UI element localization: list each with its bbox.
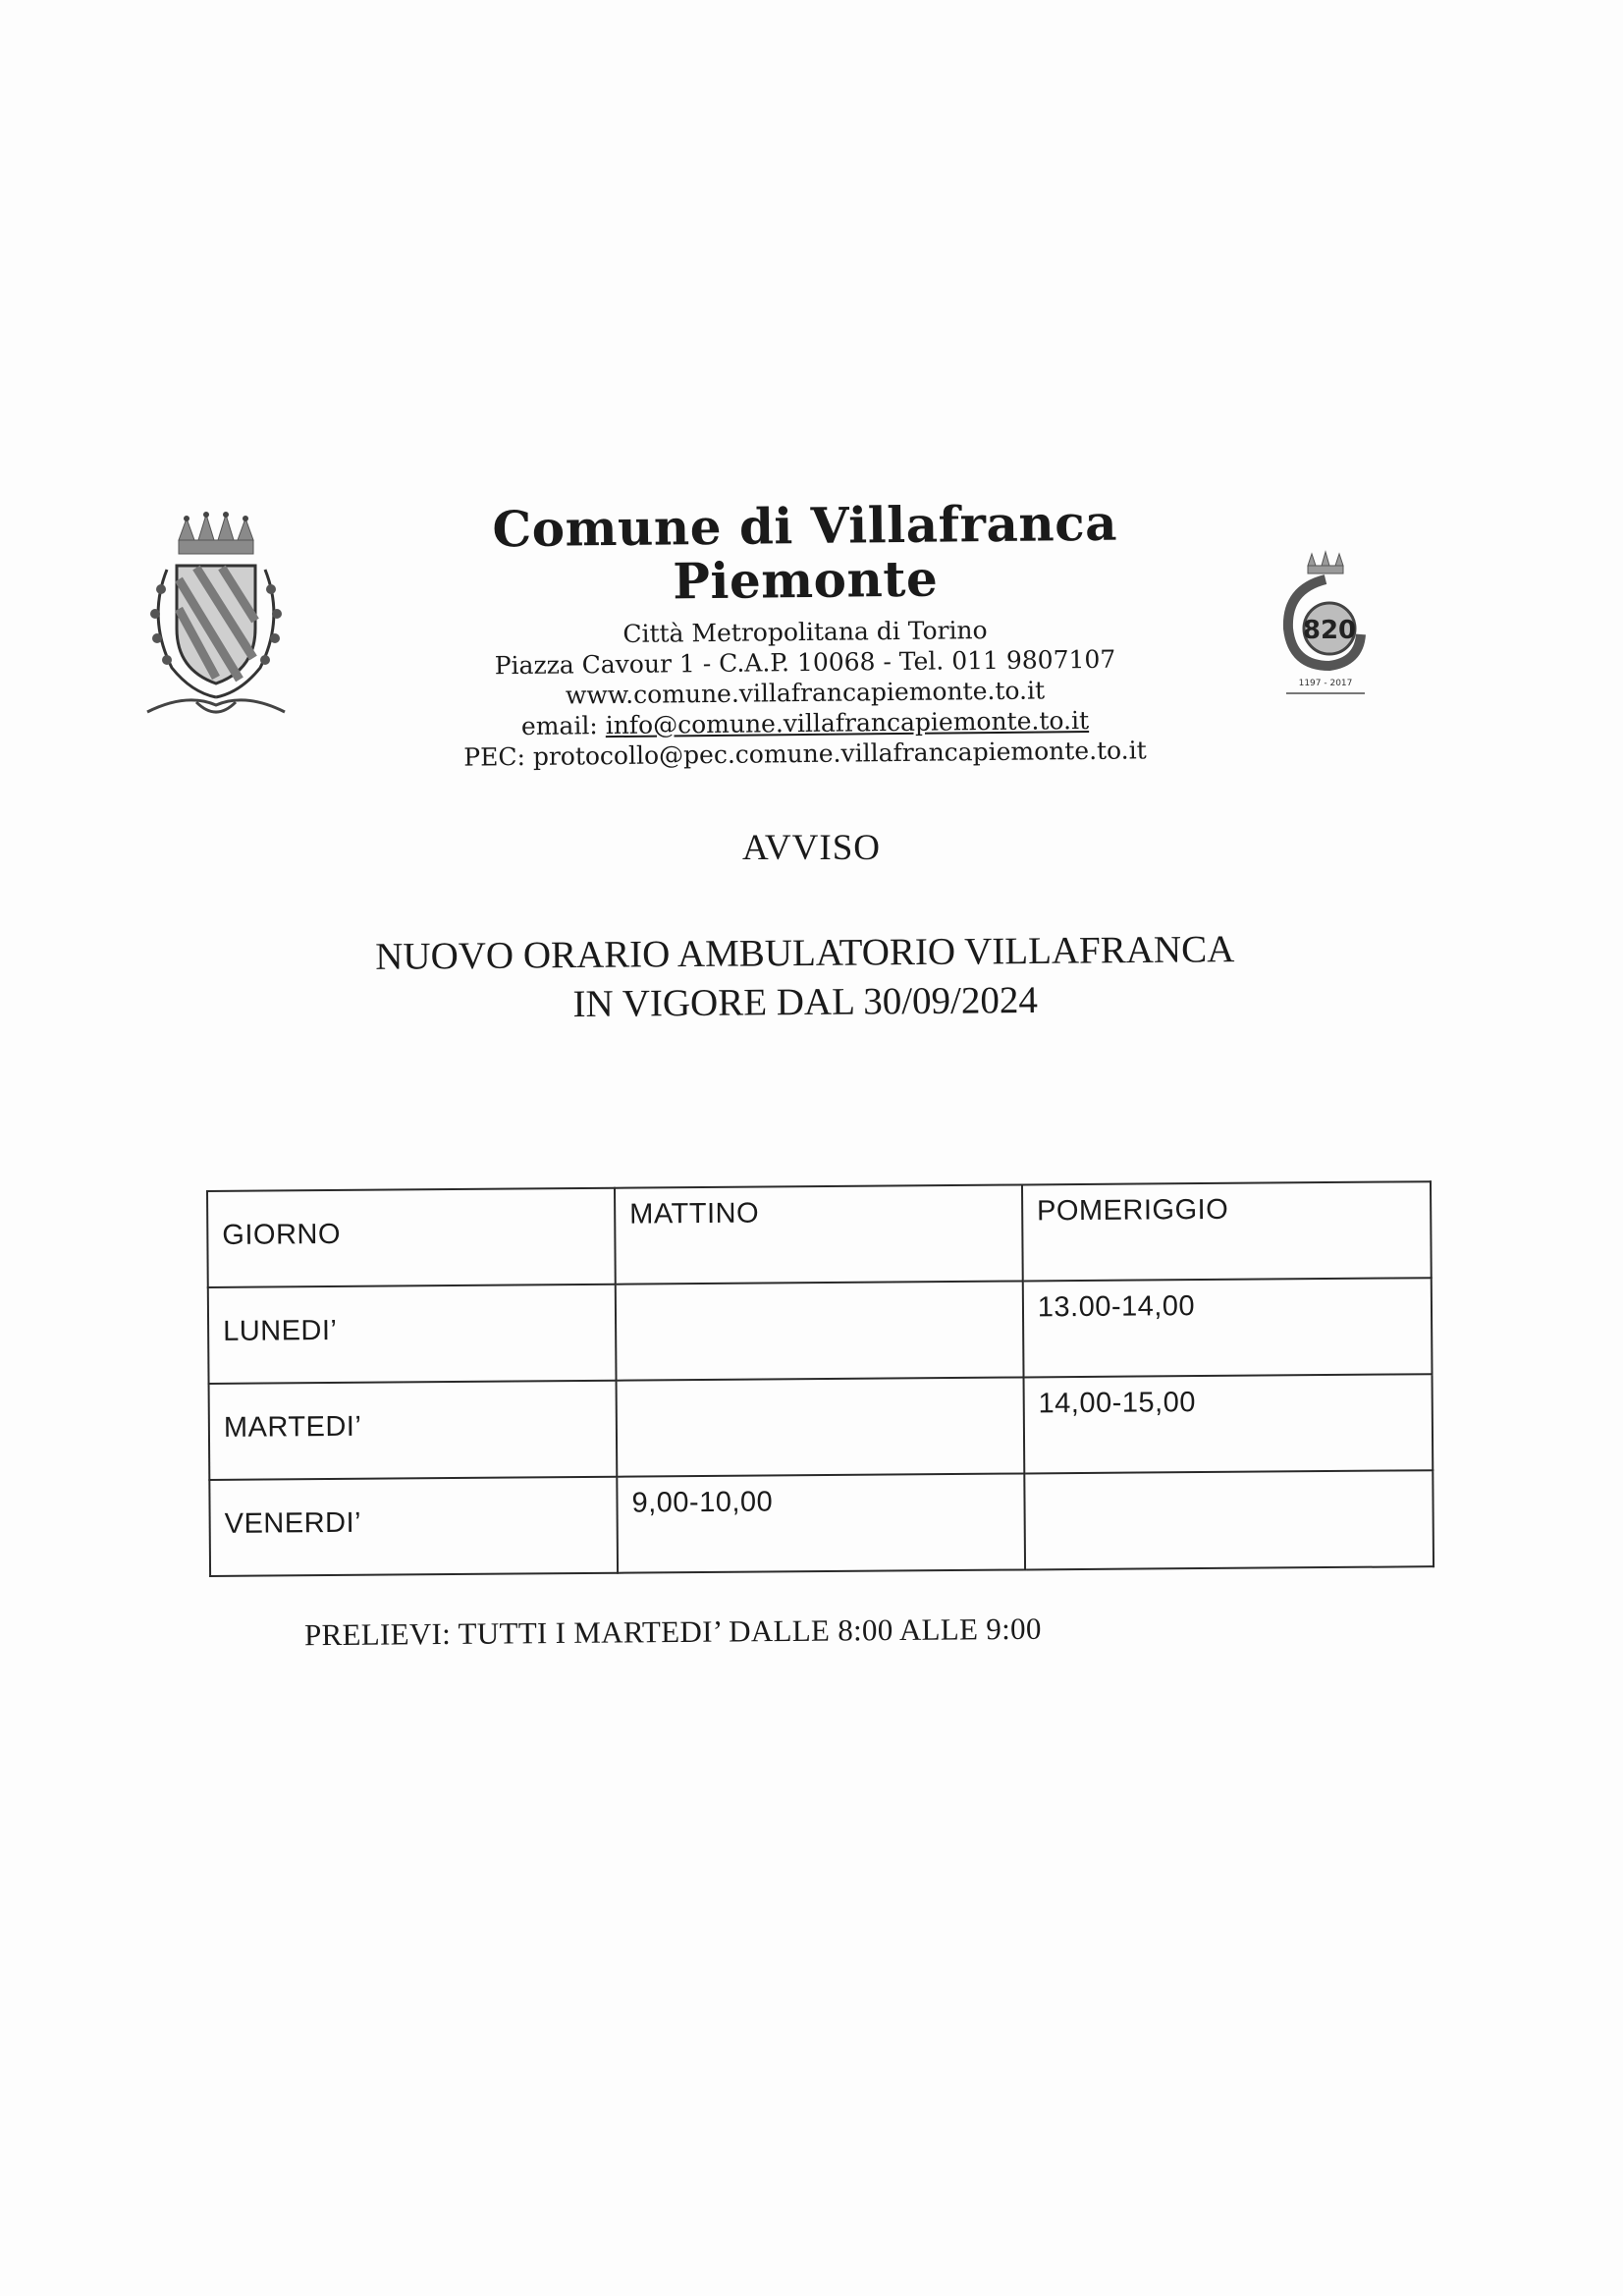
820-anniversary-logo-icon: [1267, 550, 1384, 697]
email-label: email:: [520, 711, 598, 741]
notice-heading: AVVISO: [741, 828, 881, 868]
organization-subtitle: Città Metropolitana di Torino: [622, 616, 988, 648]
clinic-schedule-table: [206, 1180, 1434, 1577]
notice-title: [0, 922, 1610, 1034]
header-morning: MATTINO: [615, 1184, 1023, 1284]
cell-afternoon: 14,00-15,00: [1023, 1374, 1433, 1473]
organization-name: Comune di Villafranca Piemonte: [492, 493, 1118, 611]
blood-draw-note: PRELIEVI: TUTTI I MARTEDI’ DALLE 8:00 ALLE 9:00: [303, 1611, 1042, 1653]
header-day: GIORNO: [207, 1188, 616, 1287]
table-row: [209, 1470, 1434, 1576]
letterhead: [353, 493, 1257, 772]
table-row: [209, 1374, 1434, 1480]
cell-morning: [616, 1281, 1024, 1380]
notice-title-line2: IN VIGORE DAL 30/09/2024: [572, 978, 1039, 1026]
cell-morning: 9,00-10,00: [617, 1473, 1025, 1572]
cell-day: LUNEDI’: [208, 1285, 617, 1384]
anniversary-logo-years: 1197 - 2017: [1298, 679, 1353, 688]
anniversary-logo-number: 820: [1302, 616, 1357, 645]
cell-morning: [617, 1377, 1025, 1476]
cell-day: MARTEDI’: [209, 1381, 618, 1480]
header-afternoon: POMERIGGIO: [1022, 1181, 1432, 1281]
organization-pec: PEC: protocollo@pec.comune.villafrancapiemonte.to.it: [463, 736, 1147, 772]
table-header-row: [207, 1181, 1432, 1287]
notice-title-line1: NUOVO ORARIO AMBULATORIO VILLAFRANCA: [375, 928, 1235, 978]
municipal-coat-of-arms-icon: [137, 511, 295, 727]
cell-day: VENERDI’: [209, 1477, 618, 1576]
organization-address: Piazza Cavour 1 - C.A.P. 10068 - Tel. 011 9807107: [494, 644, 1116, 681]
organization-website: www.comune.villafrancapiemonte.to.it: [565, 676, 1046, 710]
table-row: [208, 1278, 1433, 1384]
organization-email: info@comune.villafrancapiemonte.to.it: [605, 705, 1090, 740]
cell-afternoon: [1024, 1470, 1434, 1569]
cell-afternoon: 13.00-14,00: [1023, 1278, 1433, 1377]
